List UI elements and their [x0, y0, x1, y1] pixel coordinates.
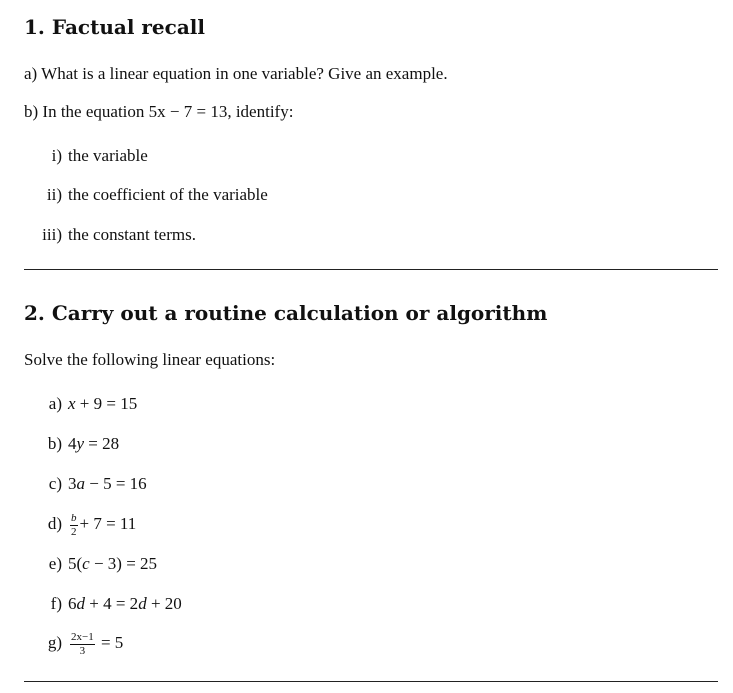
subitem-ii-text: the coefficient of the variable: [68, 185, 268, 204]
equation-g-label: g): [47, 633, 62, 653]
equation-e-label: e): [48, 554, 62, 573]
question-1a-label: a): [24, 64, 38, 83]
section-2-intro: Solve the following linear equations:: [24, 350, 276, 369]
section-divider-1: [24, 269, 718, 270]
question-1b: [24, 101, 293, 123]
equation-d-label: d): [47, 514, 62, 534]
equation-b: [24, 433, 119, 455]
subitem-iii-text: the constant terms.: [68, 225, 196, 244]
question-1b-equation: 5x − 7 = 13: [148, 102, 228, 121]
equation-g-fraction: $\frac{2x-1}{3}$: [71, 631, 94, 657]
section-2-title: 2. Carry out a routine calculation or algorithm: [24, 301, 548, 325]
subitem-iii: [24, 224, 196, 246]
subitem-ii-label: ii): [46, 185, 62, 204]
equation-a-expression: x + 9 = 15: [68, 394, 138, 413]
equation-d-fraction: $\frac{b}{2}$: [71, 512, 77, 538]
subitem-i: [24, 145, 148, 167]
question-1a: [24, 63, 448, 85]
section-1-title: 1. Factual recall: [24, 15, 205, 39]
question-1b-text-post: , identify:: [227, 102, 294, 121]
question-1b-label: b): [24, 102, 39, 121]
equation-f: [24, 593, 182, 615]
subitem-iii-label: iii): [42, 225, 62, 244]
equation-d-expression: $\frac{b}{2}$ + 7 = 11: [71, 512, 137, 538]
equation-c-label: c): [48, 474, 62, 493]
subitem-i-text: the variable: [68, 146, 148, 165]
equation-g: [24, 632, 123, 657]
question-1a-text: What is a linear equation in one variable? Give an example.: [41, 64, 448, 83]
equation-b-label: b): [47, 434, 62, 453]
equation-d: [24, 513, 136, 538]
equation-f-label: f): [50, 594, 62, 613]
equation-e: [24, 553, 157, 575]
equation-a-label: a): [48, 394, 62, 413]
equation-c-expression: 3a − 5 = 16: [68, 474, 147, 493]
equation-a: [24, 393, 137, 415]
equation-g-expression: $\frac{2x-1}{3}$ = 5: [71, 631, 124, 657]
subitem-i-label: i): [51, 146, 62, 165]
equation-e-expression: 5(c − 3) = 25: [68, 554, 158, 573]
section-divider-2: [24, 681, 718, 682]
equation-b-expression: 4y = 28: [68, 434, 120, 453]
equation-c: [24, 473, 147, 495]
question-1b-text-pre: In the equation: [42, 102, 145, 121]
equation-f-expression: 6d + 4 = 2d + 20: [68, 594, 182, 613]
subitem-ii: [24, 184, 268, 206]
